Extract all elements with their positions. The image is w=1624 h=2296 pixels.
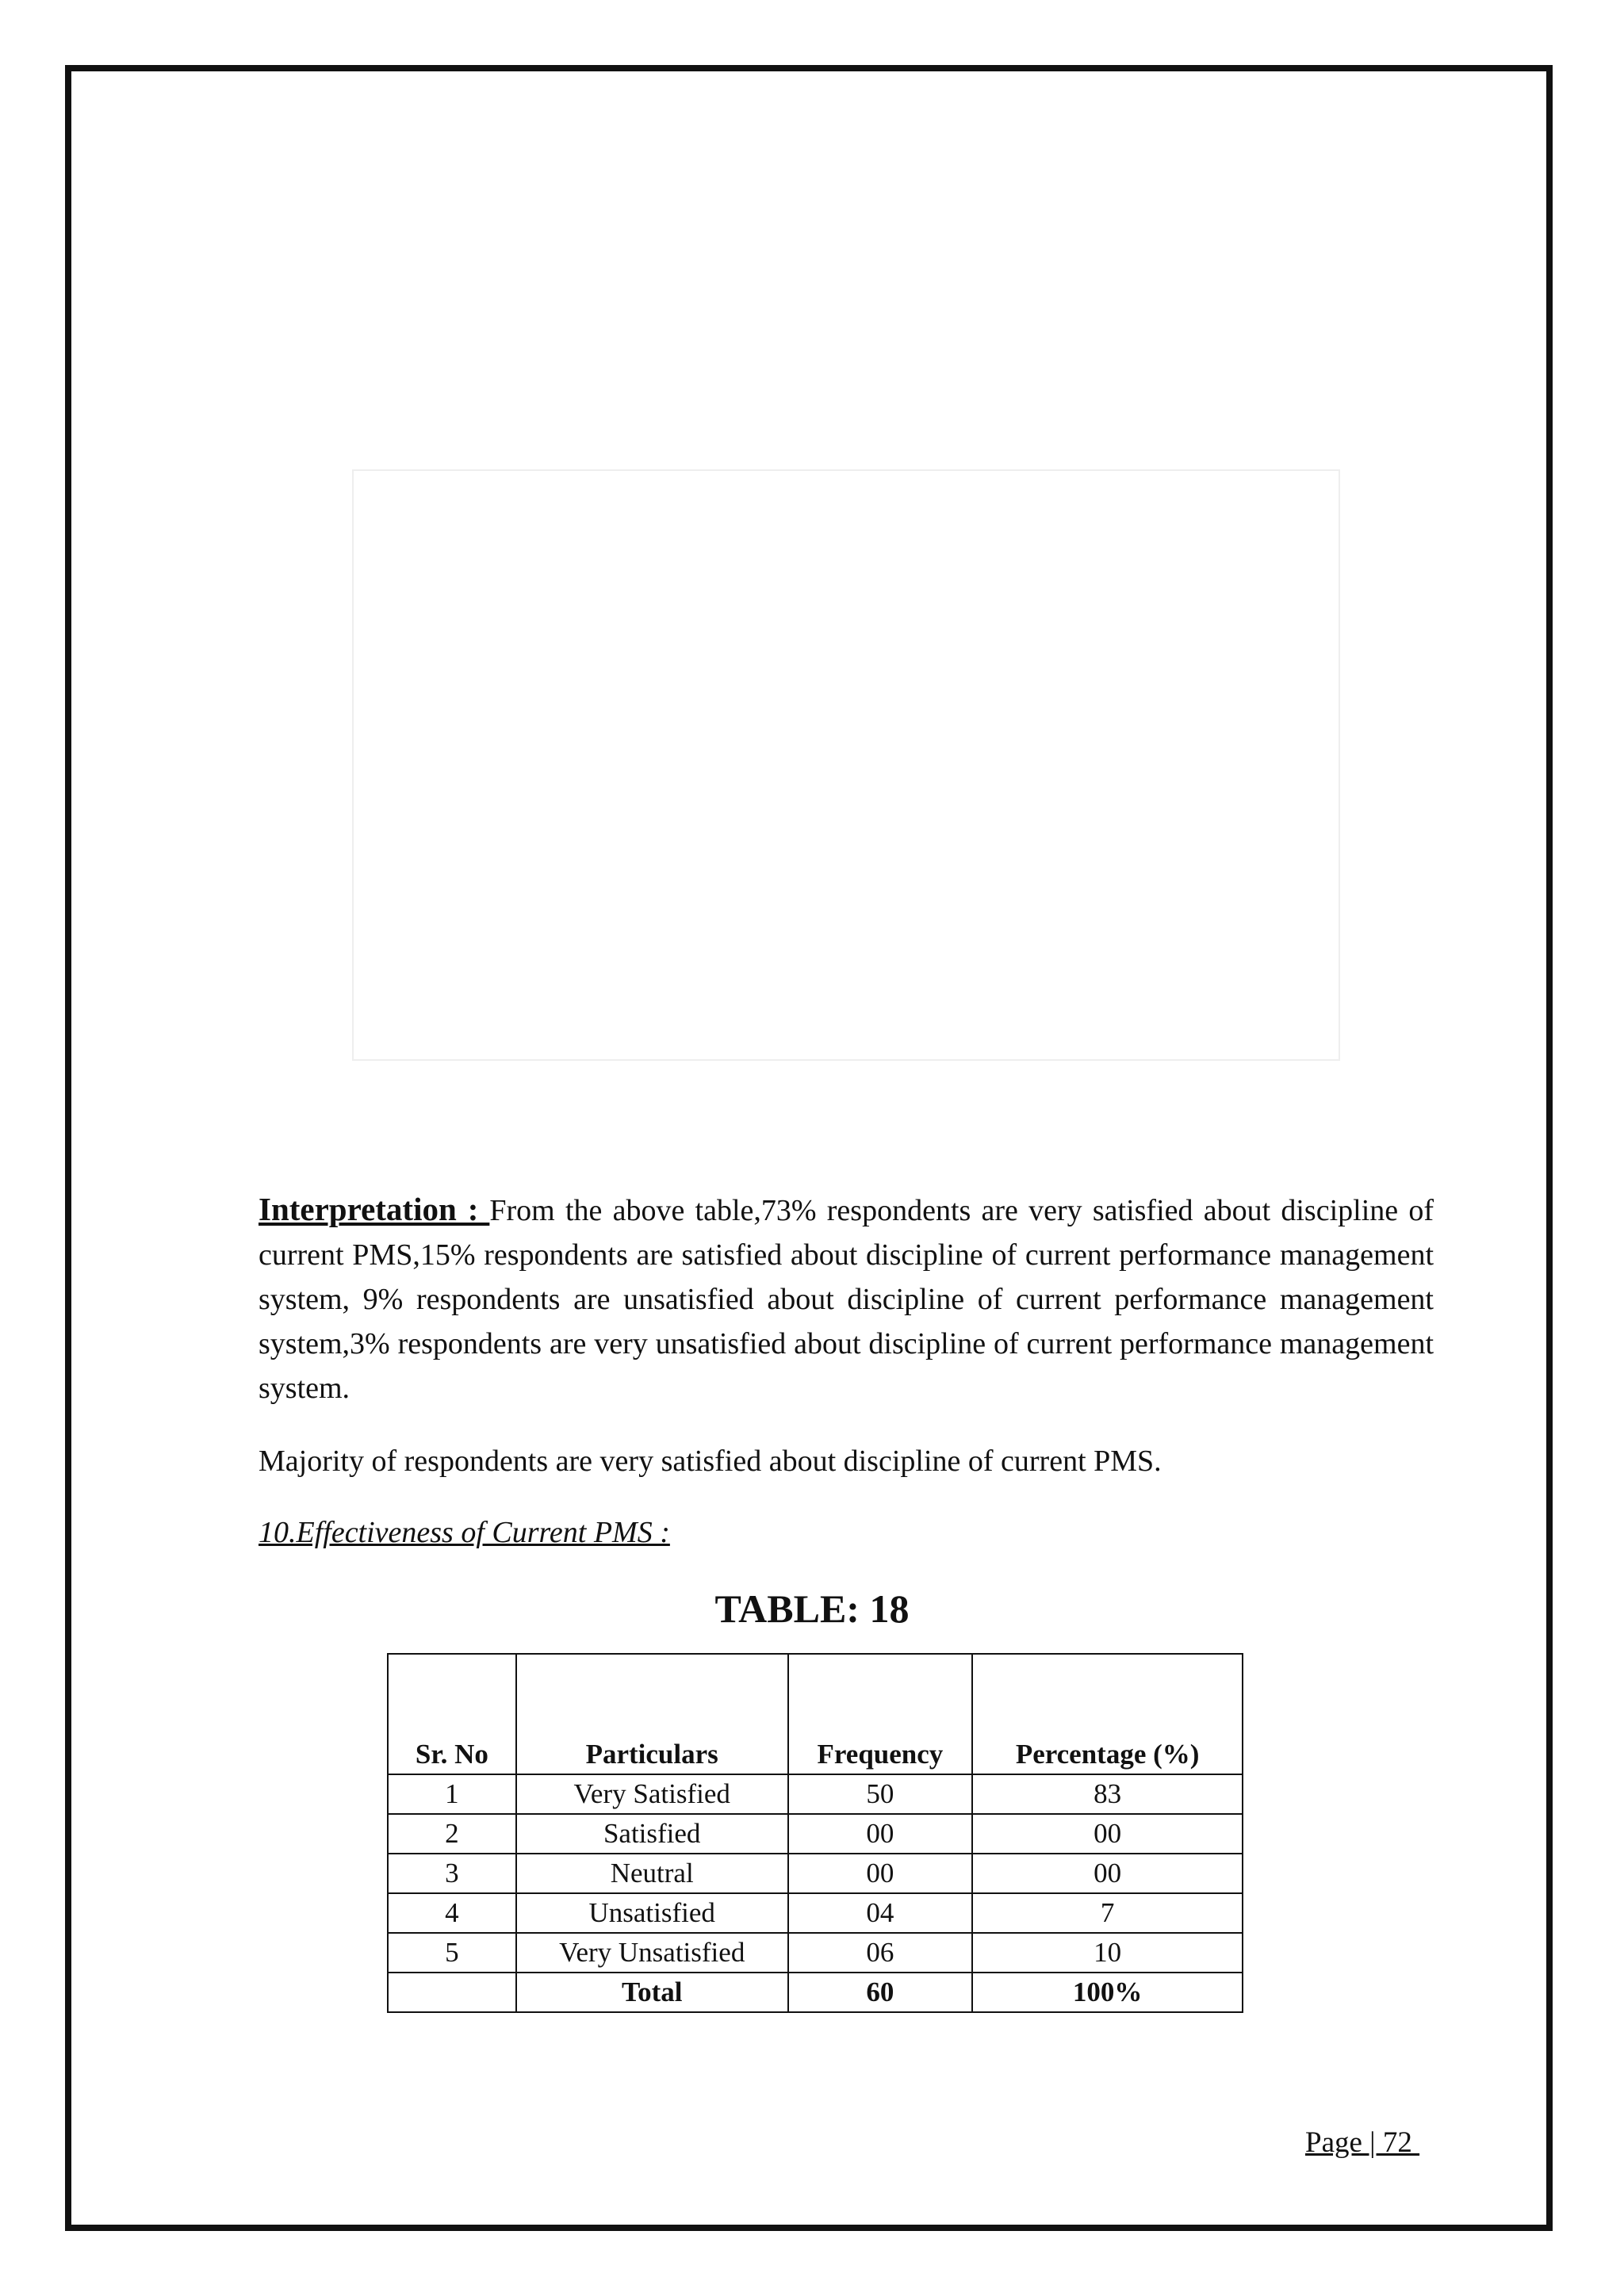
cell-sr-no: 2 bbox=[388, 1814, 516, 1854]
table-total-row bbox=[388, 1973, 1243, 2012]
interpretation-paragraph bbox=[259, 1187, 1434, 1410]
cell-total-label: Total bbox=[516, 1973, 788, 2012]
cell-frequency: 04 bbox=[788, 1893, 973, 1933]
cell-frequency: 50 bbox=[788, 1774, 973, 1814]
cell-total-percentage: 100% bbox=[972, 1973, 1243, 2012]
cell-percentage: 10 bbox=[972, 1933, 1243, 1973]
header-particulars: Particulars bbox=[516, 1654, 788, 1774]
table-header-row bbox=[388, 1654, 1243, 1774]
chart-image-placeholder bbox=[352, 469, 1340, 1061]
table-row bbox=[388, 1774, 1243, 1814]
table-row bbox=[388, 1814, 1243, 1854]
header-frequency: Frequency bbox=[788, 1654, 973, 1774]
cell-sr-no: 1 bbox=[388, 1774, 516, 1814]
body-content bbox=[259, 1187, 1434, 1555]
conclusion-paragraph: Majority of respondents are very satisfied about discipline of current PMS. bbox=[259, 1445, 1162, 1478]
table-title: TABLE: 18 bbox=[714, 1586, 910, 1631]
cell-particulars: Unsatisfied bbox=[516, 1893, 788, 1933]
cell-percentage: 00 bbox=[972, 1814, 1243, 1854]
cell-sr-no bbox=[388, 1973, 516, 2012]
cell-total-frequency: 60 bbox=[788, 1973, 973, 2012]
cell-sr-no: 4 bbox=[388, 1893, 516, 1933]
table-row bbox=[388, 1854, 1243, 1893]
cell-particulars: Neutral bbox=[516, 1854, 788, 1893]
table-row bbox=[388, 1933, 1243, 1973]
header-sr-no: Sr. No bbox=[388, 1654, 516, 1774]
cell-sr-no: 3 bbox=[388, 1854, 516, 1893]
cell-percentage: 00 bbox=[972, 1854, 1243, 1893]
interpretation-label: Interpretation : bbox=[259, 1191, 490, 1227]
cell-frequency: 06 bbox=[788, 1933, 973, 1973]
header-percentage: Percentage (%) bbox=[972, 1654, 1243, 1774]
cell-particulars: Satisfied bbox=[516, 1814, 788, 1854]
data-table bbox=[387, 1653, 1243, 2013]
section-heading: 10.Effectiveness of Current PMS : bbox=[259, 1516, 670, 1549]
interpretation-text: From the above table,73% respondents are very satisfied about discipline of current PMS,15% respondents are satisfied about discipline of current performance management system, 9% respondents are unsatisfied about discipline of current performance management system,3% respondents are very unsatisfied about discipline of current performance management system. bbox=[259, 1194, 1434, 1405]
cell-frequency: 00 bbox=[788, 1814, 973, 1854]
cell-percentage: 7 bbox=[972, 1893, 1243, 1933]
page-number: Page | 72 bbox=[1305, 2126, 1420, 2159]
cell-frequency: 00 bbox=[788, 1854, 973, 1893]
cell-particulars: Very Satisfied bbox=[516, 1774, 788, 1814]
cell-percentage: 83 bbox=[972, 1774, 1243, 1814]
cell-particulars: Very Unsatisfied bbox=[516, 1933, 788, 1973]
cell-sr-no: 5 bbox=[388, 1933, 516, 1973]
table-row bbox=[388, 1893, 1243, 1933]
